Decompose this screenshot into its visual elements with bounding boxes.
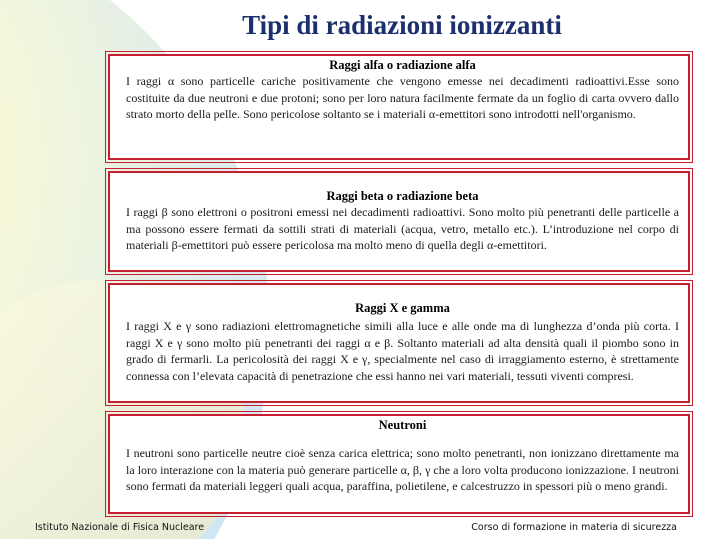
alpha-section (108, 54, 690, 160)
beta-heading: Raggi beta o radiazione beta (326, 189, 479, 203)
footer-course: Corso di formazione in materia di sicurezza (471, 522, 677, 533)
beta-text: I raggi β sono elettroni o positroni emessi nei decadimenti radioattivi. Sono molto più penetranti delle particelle a ma possono essere fermati da sottili strati di materiali (acqua, vetro, metallo etc.). L’introduzione nel corpo di materiali β-emettitori può essere pericolosa ma molto meno di quella degli α-emettitori. (126, 205, 679, 252)
neutrons-section (108, 414, 690, 514)
neutrons-heading: Neutroni (378, 418, 427, 432)
footer-institute: Istituto Nazionale di Fisica Nucleare (35, 522, 205, 533)
xgamma-section (108, 283, 690, 403)
xgamma-heading: Raggi X e gamma (355, 301, 450, 315)
beta-section (108, 171, 690, 272)
xgamma-text: I raggi X e γ sono radiazioni elettromagnetiche simili alla luce e alle onde ma di lunghezza d’onda più corta. I raggi X e γ sono molto più penetranti dei raggi α e β. Soltanto materiali ad alta densità quali il piombo sono in grado di fermarli. La pericolosità dei raggi X e γ, specialmente nel caso di irraggiamento esterno, è strettamente connessa con l’elevata capacità di penetrazione che essi hanno nei vari materiali, tessuti viventi compresi. (126, 319, 679, 383)
alpha-text: I raggi α sono particelle cariche positivamente che vengono emesse nei decadimenti radioattivi.Esse sono costituite da due neutroni e due protoni; sono per loro natura facilmente fermate da un foglio di carta ovvero dallo strato morto della pelle. Sono pericolose soltanto se i materiali α-emettitori sono introdotti nell'organismo. (126, 74, 679, 121)
neutrons-text: I neutroni sono particelle neutre cioè senza carica elettrica; sono molto penetranti, non ionizzano direttamente ma la loro interazione con la materia può generare particelle α, β, γ che a loro volta producono ionizzazione. I neutroni sono fermati da materiali leggeri quali acqua, paraffina, polietilene, e calcestruzzo in spessori più o meno grandi. (126, 446, 679, 493)
page-title: Tipi di radiazioni ionizzanti (242, 10, 562, 40)
alpha-heading: Raggi alfa o radiazione alfa (329, 58, 476, 72)
